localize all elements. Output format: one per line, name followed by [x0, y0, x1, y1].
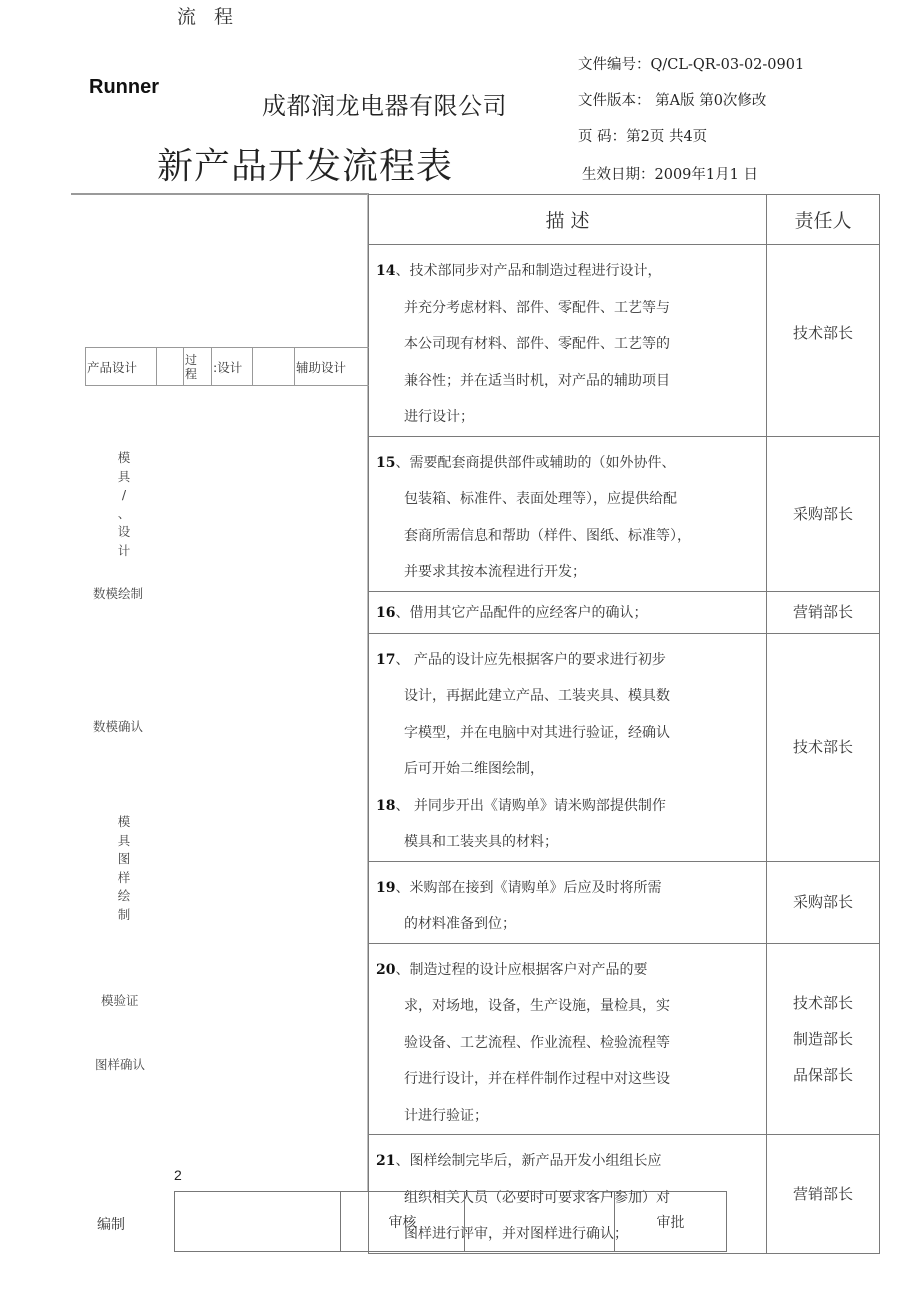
page-info: 页 码：第2页 共4页	[578, 129, 708, 145]
step-number: 14	[376, 263, 396, 279]
description-cell: 15、需要配套商提供部件或辅助的（如外协件、 包装箱、标准件、表面处理等），应提供给配 套商所需信息和帮助（样件、图纸、标准等）， 并要求其按本流程进行开发；	[369, 436, 767, 591]
signature-table	[174, 1191, 727, 1252]
flow-drawing-confirm: 图样确认	[95, 1057, 146, 1072]
description-cell: 14、技术部同步对产品和制造过程进行设计， 并充分考虑材料、部件、零配件、工艺等与 本公司现有材料、部件、零配件、工艺等的 兼谷性；并在适当时机，对产品的辅助项目 进行设计；	[369, 245, 767, 437]
prepared-by-field[interactable]	[175, 1192, 341, 1252]
owner-cell: 技术部长 制造部长 品保部长	[767, 943, 880, 1135]
step-number: 20	[376, 961, 396, 978]
owner-cell: 营销部长	[767, 591, 880, 633]
brand-logo-text: Runner	[89, 76, 159, 98]
flow-digital-model-confirm: 数模确认	[93, 719, 144, 734]
step-number: 15	[376, 454, 396, 471]
flow-spacer	[253, 348, 295, 386]
page-number: 2	[174, 1167, 182, 1183]
step-number: 17	[376, 651, 396, 668]
description-cell: 21、图样绘制完毕后，新产品开发小组组长应 组织相关人员（必要时可要求客户参加）对 图样进行评审，并对图样进行确认；	[369, 1135, 767, 1254]
column-header-owner: 责任人	[767, 195, 880, 245]
flow-product-design: 产品设计	[86, 348, 157, 386]
doc-version: 文件版本： 第A版 第0次修改	[578, 93, 767, 109]
doc-number: 文件编号：Q/CL-QR-03-02-0901	[578, 57, 805, 73]
flow-mold-verification: 模验证	[101, 993, 139, 1008]
table-row	[369, 591, 880, 633]
step-number: 19	[376, 879, 396, 896]
description-cell: 17、 产品的设计应先根据客户的要求进行初步 设计，再据此建立产品、工装夹具、模具数 字模型，并在电脑中对其进行验证，经确认 后可开始二维图绘制， 18、 并同步开出《请购单》请米购部提供制作 模具和工装夹具的材料；	[369, 633, 767, 861]
description-cell: 20、制造过程的设计应根据客户对产品的要 求，对场地，设备，生产设施，量检具，实 验设备、工艺流程、作业流程、检验流程等 行进行设计，并在样件制作过程中对这些设 计进行验证；	[369, 943, 767, 1135]
flow-auxiliary-design: 辅助设计	[295, 348, 369, 386]
owner-cell: 技术部长	[767, 245, 880, 437]
top-label: 流 程	[177, 6, 240, 28]
approved-by-label: 审批	[615, 1192, 727, 1252]
company-name: 成都润龙电器有限公司	[262, 92, 507, 120]
owner-cell: 采购部长	[767, 861, 880, 943]
prepared-by-label: 编制	[97, 1217, 125, 1233]
flow-design: :设计	[212, 348, 253, 386]
table-row	[369, 861, 880, 943]
flow-mold-design: 模 具 / 、 设 计	[117, 450, 131, 558]
table-row	[369, 943, 880, 1135]
flow-process: 过 程	[184, 348, 212, 386]
table-row	[369, 436, 880, 591]
column-header-description: 描 述	[369, 195, 767, 245]
step-number: 16	[376, 604, 396, 621]
reviewed-by-label: 审核	[341, 1192, 465, 1252]
flow-spacer	[157, 348, 184, 386]
table-row	[369, 633, 880, 861]
description-cell: 19、米购部在接到《请购单》后应及时将所需 的材料准备到位；	[369, 861, 767, 943]
table-row	[369, 245, 880, 437]
owner-cell: 技术部长	[767, 633, 880, 861]
document-title: 新产品开发流程表	[157, 146, 454, 187]
header-divider	[71, 193, 369, 195]
owner-cell: 营销部长	[767, 1135, 880, 1254]
flow-step-row	[85, 347, 369, 386]
description-cell: 16、借用其它产品配件的应经客户的确认；	[369, 591, 767, 633]
effective-date: 生效日期：2009年1月1 日	[582, 167, 758, 183]
step-number: 18	[376, 797, 396, 814]
flow-digital-model-drawing: 数模绘制	[93, 586, 144, 601]
flow-mold-drawing: 模 具 图 样 绘 制	[117, 814, 131, 922]
step-number: 21	[376, 1153, 396, 1169]
process-table	[368, 194, 880, 1254]
reviewed-by-field[interactable]	[465, 1192, 615, 1252]
table-header-row	[369, 195, 880, 245]
owner-cell: 采购部长	[767, 436, 880, 591]
